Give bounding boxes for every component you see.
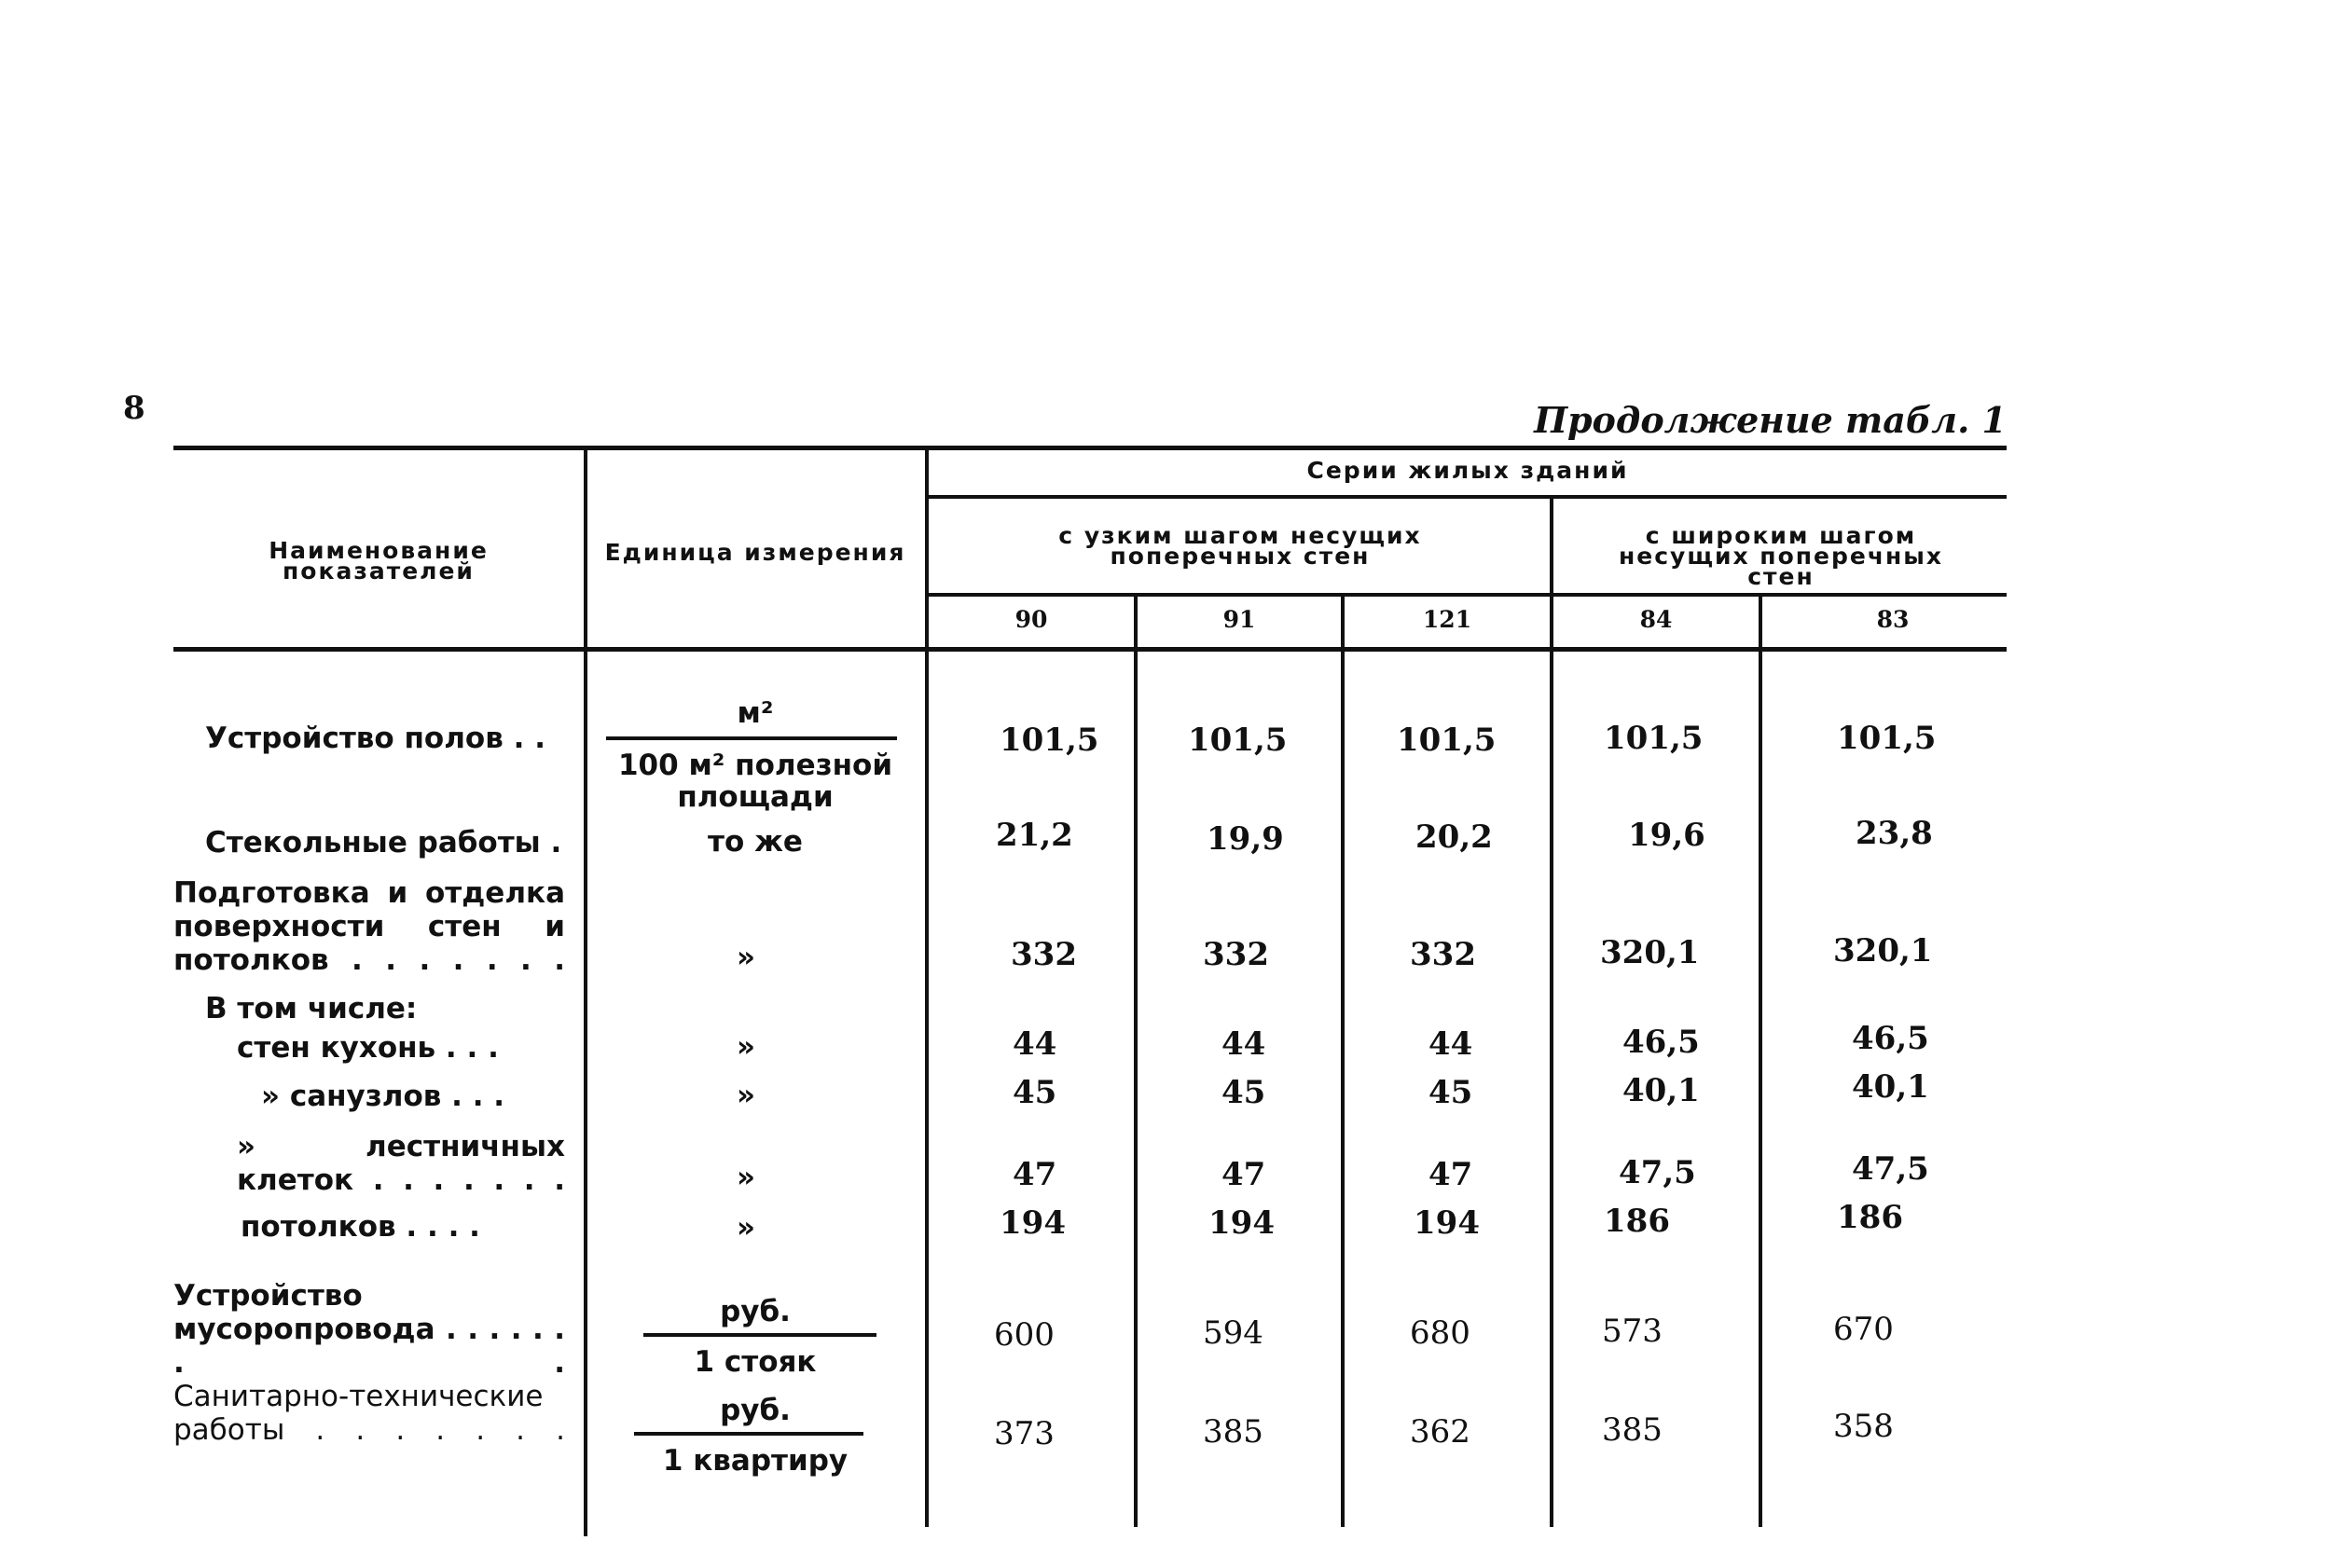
header-unit: Единица измерения	[604, 539, 906, 566]
value-cell: 600	[994, 1316, 1055, 1354]
unit-fraction-line	[643, 1333, 876, 1337]
header-indicator: Наименование показателей	[269, 537, 489, 585]
value-cell: 47	[1013, 1156, 1057, 1193]
header-bottom-rule	[173, 647, 2007, 652]
series-number: 84	[1639, 606, 1673, 633]
row-unit: »	[736, 1079, 756, 1112]
value-cell: 186	[1604, 1203, 1670, 1240]
value-cell: 186	[1837, 1199, 1903, 1236]
series-number: 91	[1222, 606, 1256, 633]
value-cell: 47,5	[1619, 1154, 1696, 1191]
row-label: » санузлов . . .	[261, 1080, 505, 1113]
row-label: » лестничных клеток . . . . . . .	[237, 1130, 565, 1197]
header-group-wide: с широким шагом несущих поперечных стен	[1618, 522, 1944, 590]
value-cell: 47	[1221, 1156, 1266, 1193]
page-number: 8	[123, 390, 145, 427]
series-number: 121	[1422, 606, 1472, 633]
value-cell: 20,2	[1415, 818, 1493, 856]
row-label: Устройство мусоропровода . . . . . . . .	[173, 1279, 565, 1380]
row-unit: »	[736, 1161, 756, 1194]
series-title-rule	[927, 495, 2007, 499]
divider-84-83	[1759, 597, 1762, 1527]
value-cell: 44	[1221, 1025, 1266, 1063]
value-cell: 194	[1208, 1204, 1275, 1242]
row-unit: »	[736, 1030, 756, 1064]
header-series-title: Серии жилых зданий	[1306, 457, 1629, 484]
value-cell: 373	[994, 1415, 1055, 1452]
unit-numerator: м²	[737, 696, 774, 730]
value-cell: 101,5	[1000, 722, 1099, 759]
value-cell: 23,8	[1856, 815, 1933, 852]
value-cell: 332	[1011, 936, 1077, 973]
value-cell: 44	[1428, 1025, 1473, 1063]
value-cell: 47,5	[1852, 1150, 1929, 1188]
unit-fraction-line	[634, 1432, 863, 1436]
header-group-narrow: с узким шагом несущих поперечных стен	[1058, 522, 1422, 570]
row-label: Санитарно-технические работы . . . . . . .	[173, 1380, 565, 1447]
unit-fraction-line	[606, 736, 897, 740]
value-cell: 680	[1410, 1314, 1470, 1352]
value-cell: 21,2	[996, 817, 1073, 854]
value-cell: 320,1	[1833, 932, 1933, 970]
value-cell: 40,1	[1852, 1068, 1929, 1106]
row-unit: »	[736, 1211, 756, 1245]
divider-groups	[1550, 499, 1553, 1527]
divider-name-unit	[584, 447, 587, 1536]
value-cell: 40,1	[1622, 1072, 1700, 1109]
value-cell: 44	[1013, 1025, 1057, 1063]
row-unit: то же	[708, 825, 803, 859]
value-cell: 45	[1428, 1074, 1473, 1111]
value-cell: 194	[1000, 1204, 1066, 1242]
value-cell: 594	[1203, 1314, 1263, 1352]
value-cell: 46,5	[1622, 1024, 1700, 1061]
row-label: стен кухонь . . .	[237, 1031, 499, 1065]
series-number: 90	[1014, 606, 1048, 633]
unit-denominator: 100 м² полезной площади	[617, 749, 893, 814]
continuation-caption: Продолжение табл. 1	[1534, 399, 2007, 441]
unit-numerator: руб.	[720, 1295, 791, 1328]
value-cell: 46,5	[1852, 1020, 1929, 1057]
unit-denominator: 1 стояк	[694, 1345, 817, 1379]
row-label: Стекольные работы .	[205, 826, 562, 860]
divider-91-121	[1341, 597, 1345, 1527]
value-cell: 362	[1410, 1413, 1470, 1451]
value-cell: 332	[1410, 936, 1476, 973]
unit-numerator: руб.	[720, 1394, 791, 1427]
value-cell: 101,5	[1604, 720, 1704, 757]
value-cell: 573	[1602, 1313, 1663, 1350]
divider-90-91	[1134, 597, 1138, 1527]
value-cell: 19,9	[1207, 820, 1284, 858]
value-cell: 45	[1013, 1074, 1057, 1111]
value-cell: 101,5	[1188, 722, 1288, 759]
value-cell: 101,5	[1837, 720, 1937, 757]
series-number: 83	[1876, 606, 1910, 633]
table-top-rule	[173, 446, 2007, 450]
value-cell: 320,1	[1600, 934, 1700, 971]
value-cell: 358	[1833, 1408, 1894, 1445]
group-rule	[927, 593, 2007, 597]
value-cell: 19,6	[1628, 817, 1705, 854]
value-cell: 385	[1203, 1413, 1263, 1451]
value-cell: 194	[1414, 1204, 1480, 1242]
row-label: потолков . . . .	[241, 1210, 480, 1244]
row-label: В том числе:	[205, 992, 418, 1025]
row-label: Подготовка и отделка поверхности стен и потолков . . . . . . .	[173, 876, 565, 977]
row-label: Устройство полов . .	[205, 722, 545, 755]
unit-denominator: 1 квартиру	[662, 1444, 849, 1478]
value-cell: 385	[1602, 1411, 1663, 1449]
value-cell: 47	[1428, 1156, 1473, 1193]
value-cell: 101,5	[1397, 722, 1497, 759]
value-cell: 332	[1203, 936, 1269, 973]
value-cell: 45	[1221, 1074, 1266, 1111]
row-unit: »	[736, 941, 756, 974]
value-cell: 670	[1833, 1311, 1894, 1348]
